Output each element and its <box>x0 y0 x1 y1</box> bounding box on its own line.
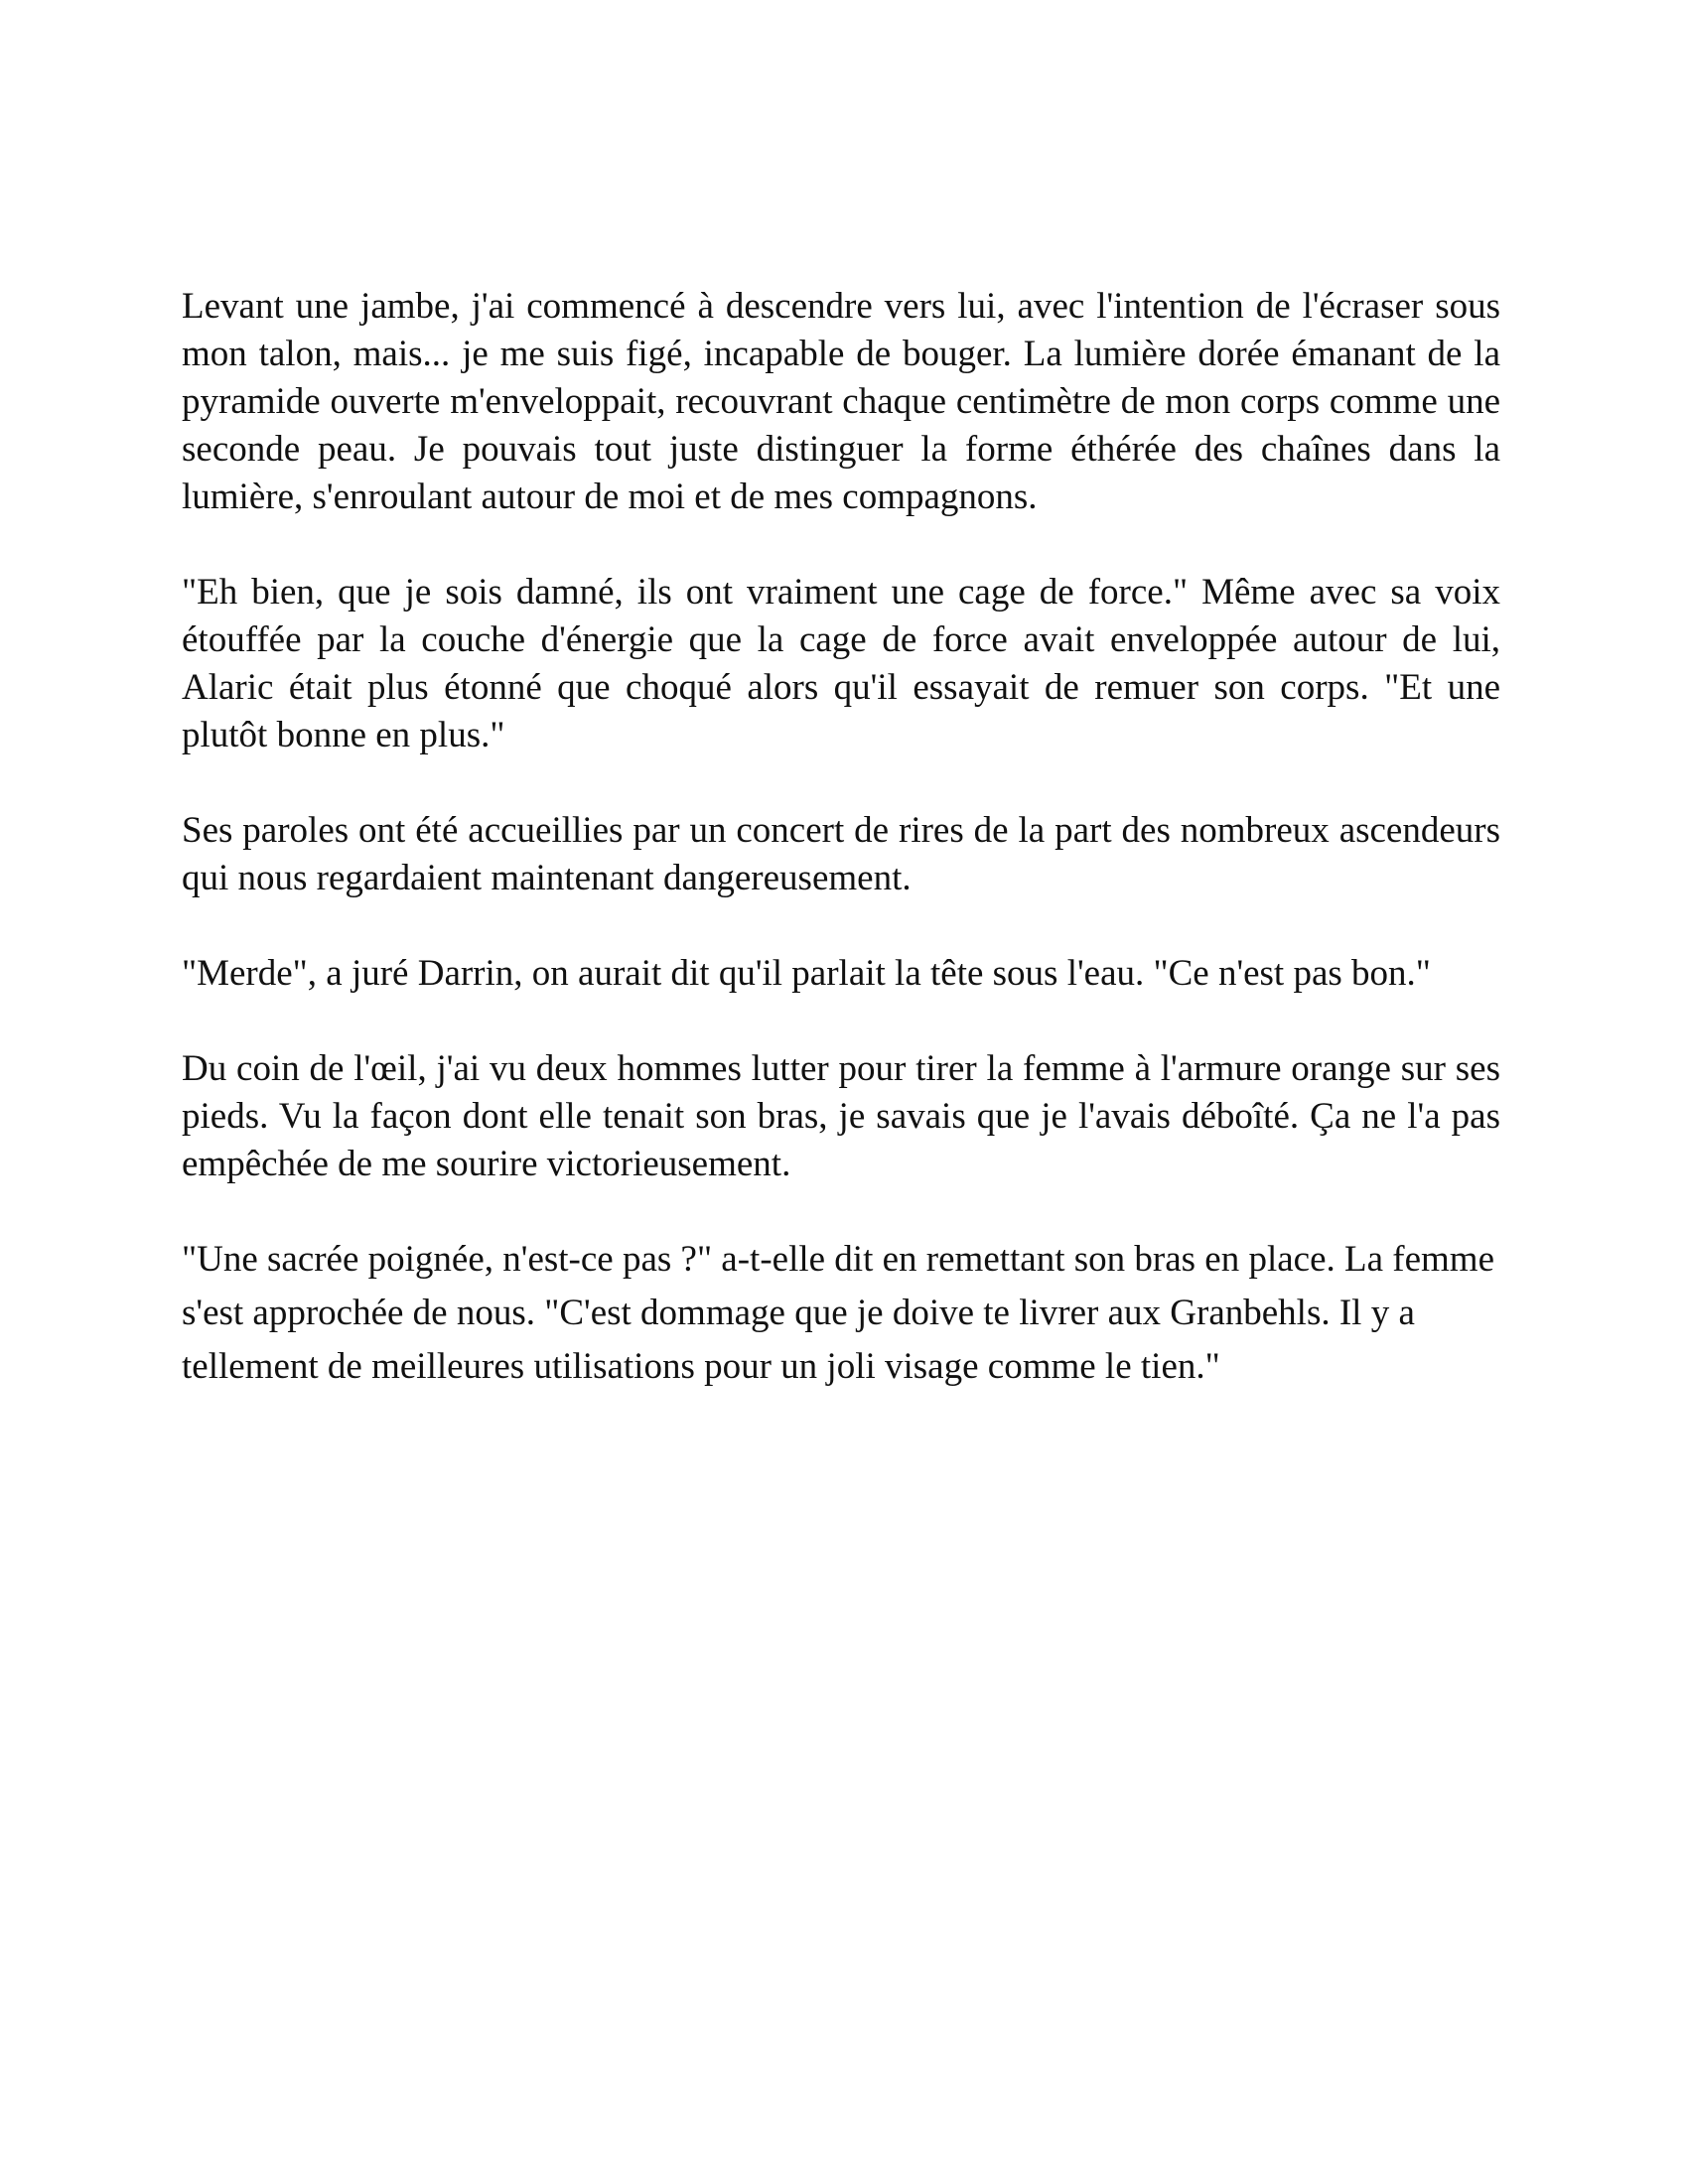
paragraph-2: "Eh bien, que je sois damné, ils ont vraiment une cage de force." Même avec sa voix étouffée par la couche d'énergie que la cage de force avait enveloppée autour de lui, Alaric était plus étonné que choqué alors qu'il essayait de remuer son corps. "Et une plutôt bonne en plus." <box>182 572 1500 755</box>
paragraph-6: "Une sacrée poignée, n'est-ce pas ?" a-t-elle dit en remettant son bras en place. La femme s'est approchée de nous. "C'est dommage que je doive te livrer aux Granbehls. Il y a tellement de meilleures utilisations pour un joli visage comme le tien." <box>182 1239 1495 1387</box>
body-text <box>182 283 1500 1441</box>
paragraph-3: Ses paroles ont été accueillies par un concert de rires de la part des nombreux ascendeurs qui nous regardaient maintenant dangereusement. <box>182 810 1500 898</box>
paragraph-1: Levant une jambe, j'ai commencé à descendre vers lui, avec l'intention de l'écraser sous mon talon, mais... je me suis figé, incapable de bouger. La lumière dorée émanant de la pyramide ouverte m'enveloppait, recouvrant chaque centimètre de mon corps comme une seconde peau. Je pouvais tout juste distinguer la forme éthérée des chaînes dans la lumière, s'enroulant autour de moi et de mes compagnons. <box>182 286 1500 517</box>
paragraph-4: "Merde", a juré Darrin, on aurait dit qu'il parlait la tête sous l'eau. "Ce n'est pas bon." <box>182 953 1431 994</box>
paragraph-5: Du coin de l'œil, j'ai vu deux hommes lutter pour tirer la femme à l'armure orange sur ses pieds. Vu la façon dont elle tenait son bras, je savais que je l'avais déboîté. Ça ne l'a pas empêchée de me sourire victorieusement. <box>182 1048 1500 1184</box>
